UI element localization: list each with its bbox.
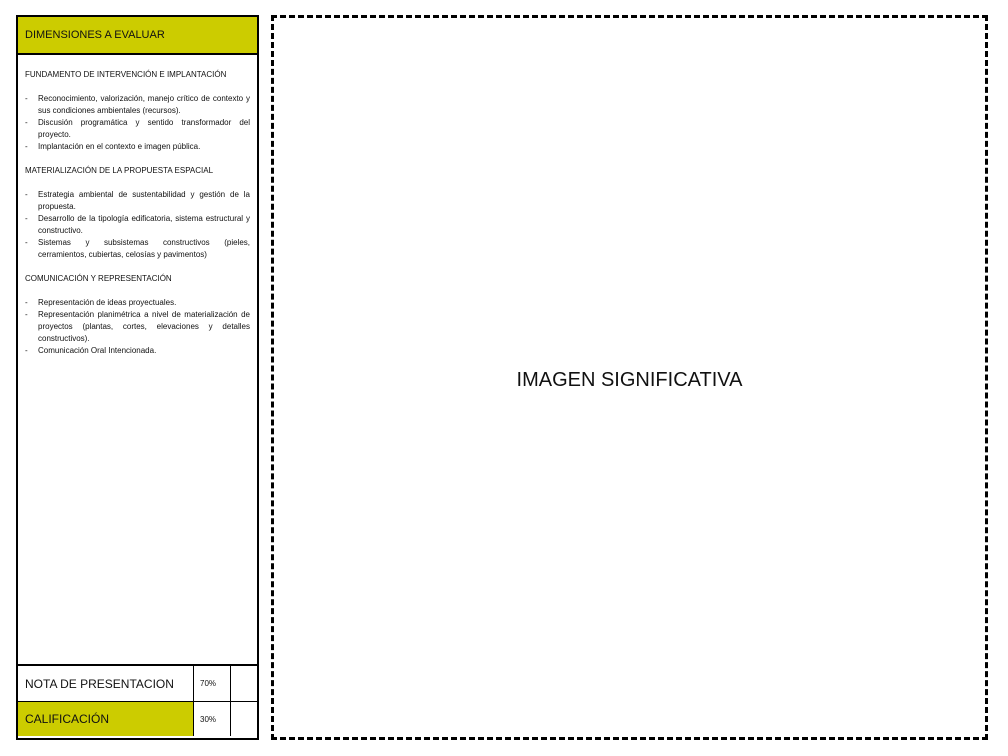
dimensions-content xyxy=(25,69,250,369)
section-title: MATERIALIZACIÓN DE LA PROPUESTA ESPACIAL xyxy=(25,166,214,175)
list-item: - Representación de ideas proyectuales. xyxy=(25,298,177,307)
panel-header: DIMENSIONES A EVALUAR xyxy=(18,17,257,55)
list-item: - Representación planimétrica a nivel de materialización de proyectos (plantas, cortes, elevaciones y detalles constructivos). xyxy=(25,310,250,343)
bullet-list xyxy=(25,297,250,357)
table-row xyxy=(18,702,257,736)
evaluation-panel xyxy=(16,15,259,740)
list-item: - Desarrollo de la tipología edificatoria, sistema estructural y constructivo. xyxy=(25,214,250,235)
presentation-weight: 70% xyxy=(194,666,231,701)
section-fundamento xyxy=(25,69,250,153)
final-grade-label: CALIFICACIÓN xyxy=(18,702,194,736)
final-grade-value[interactable] xyxy=(231,702,257,736)
list-item: - Estrategia ambiental de sustentabilidad y gestión de la propuesta. xyxy=(25,190,250,211)
list-item: - Implantación en el contexto e imagen pública. xyxy=(25,142,201,151)
grades-table xyxy=(18,664,257,738)
presentation-grade-value[interactable] xyxy=(231,666,257,701)
image-placeholder[interactable] xyxy=(271,15,988,740)
final-grade-weight: 30% xyxy=(194,702,231,736)
presentation-grade-label: NOTA DE PRESENTACION xyxy=(18,666,194,701)
section-title: COMUNICACIÓN Y REPRESENTACIÓN xyxy=(25,274,172,283)
list-item: - Discusión programática y sentido transformador del proyecto. xyxy=(25,118,250,139)
image-placeholder-label: IMAGEN SIGNIFICATIVA xyxy=(516,369,743,391)
table-row xyxy=(18,666,257,702)
list-item: - Comunicación Oral Intencionada. xyxy=(25,346,157,355)
list-item: - Reconocimiento, valorización, manejo crítico de contexto y sus condiciones ambientales (recursos). xyxy=(25,94,250,115)
section-comunicacion xyxy=(25,273,250,357)
list-item: - Sistemas y subsistemas constructivos (pieles, cerramientos, cubiertas, celosías y pavimentos) xyxy=(25,238,250,259)
bullet-list xyxy=(25,189,250,261)
section-title: FUNDAMENTO DE INTERVENCIÓN E IMPLANTACIÓN xyxy=(25,70,227,79)
bullet-list xyxy=(25,93,250,153)
section-materializacion xyxy=(25,165,250,261)
